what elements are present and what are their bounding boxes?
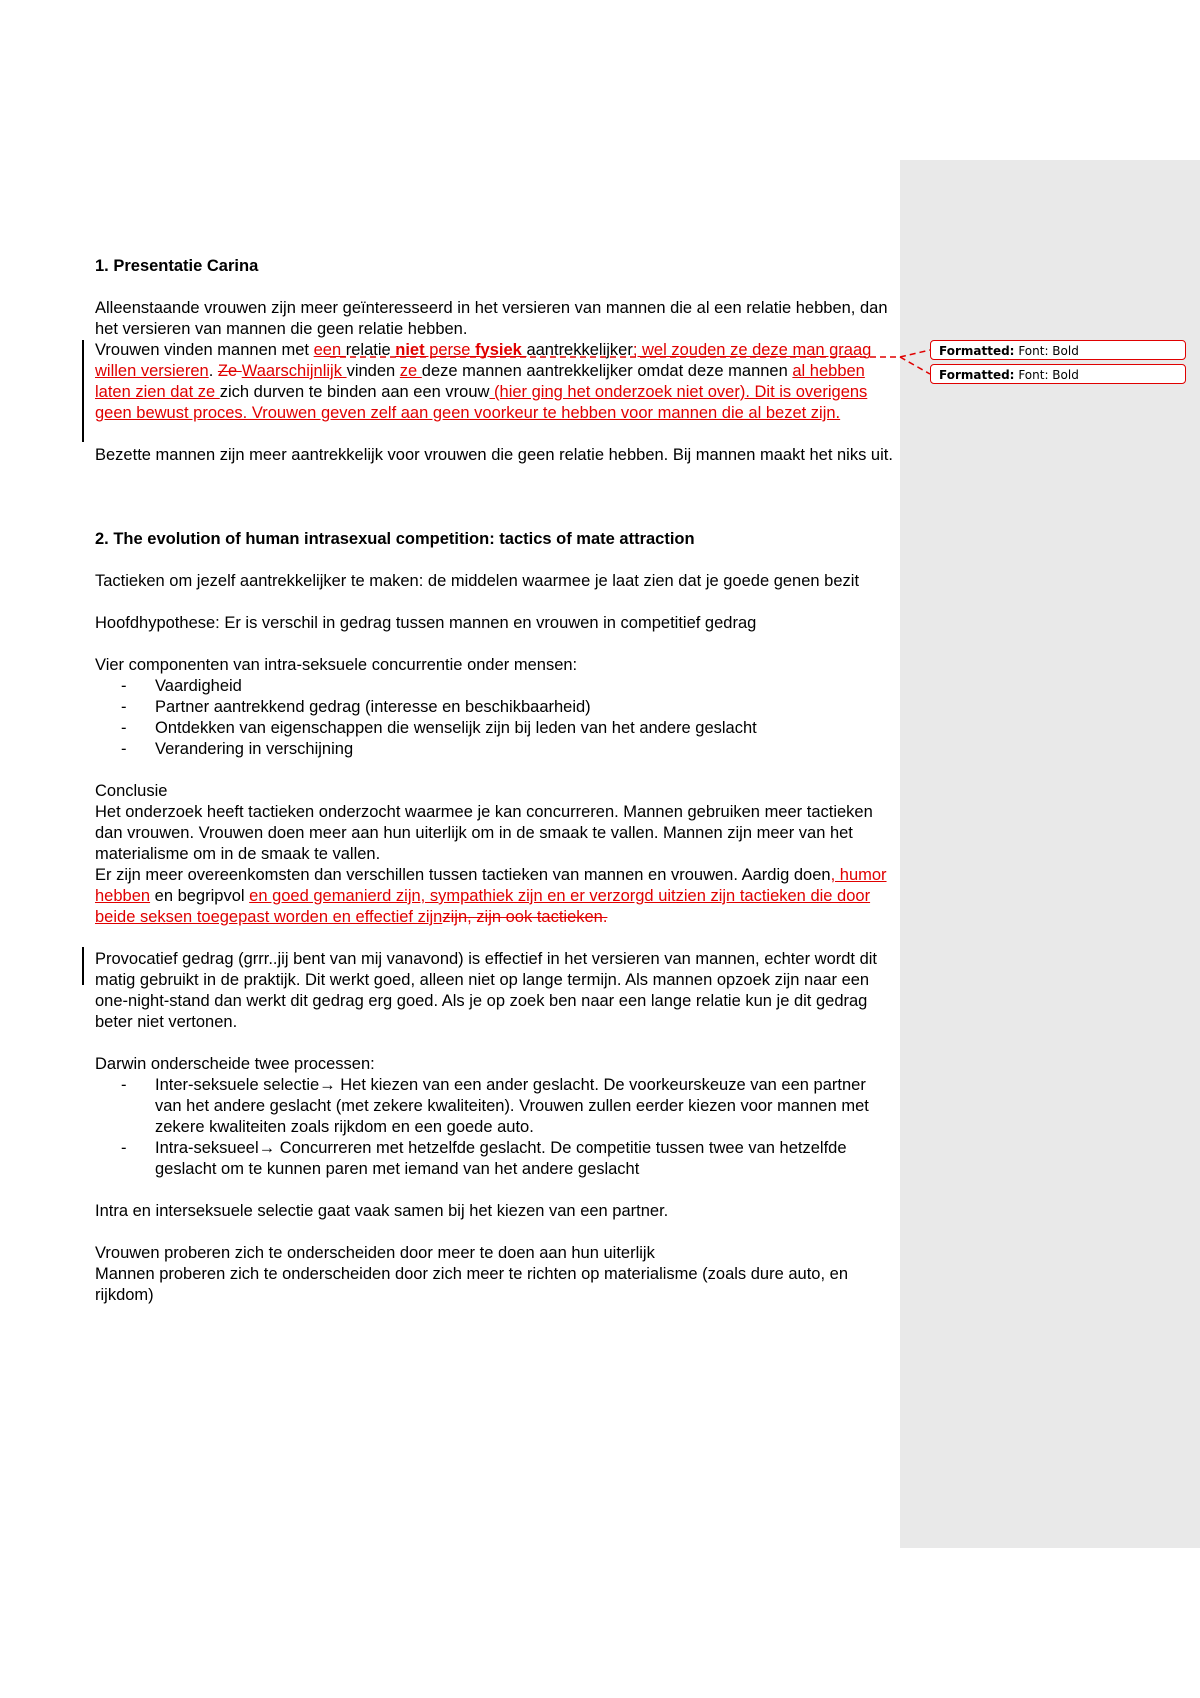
- paragraph: Bezette mannen zijn meer aantrekkelijk voor vrouwen die geen relatie hebben. Bij mannen maakt het niks uit.: [95, 446, 893, 464]
- insertion: al hebben laten zien dat ze: [95, 362, 865, 401]
- list-item: - Partner aantrekkend gedrag (interesse en beschikbaarheid): [155, 697, 895, 718]
- paragraph-tracked-changes: [95, 340, 895, 424]
- deletion: zijn, zijn ook tactieken.: [442, 908, 608, 926]
- comment-balloon[interactable]: [930, 364, 1186, 384]
- paragraph: Provocatief gedrag (grrr..jij bent van mij vanavond) is effectief in het versieren van mannen, echter wordt dit matig gebruikt in de praktijk. Dit werkt goed, alleen niet op lange termijn. Als mannen opzoek zijn naar een one-night-stand dan werkt dit gedrag erg goed. Als je op zoek ben naar een lange relatie kun je dit gedrag beter niet vertonen.: [95, 950, 878, 1031]
- subheading: Conclusie: [95, 782, 168, 800]
- insertion: niet: [395, 341, 425, 359]
- list-item: - Ontdekken van eigenschappen die wenselijk zijn bij leden van het andere geslacht: [155, 718, 895, 739]
- comment-label: Formatted:: [939, 368, 1015, 382]
- text-run: .: [208, 362, 218, 380]
- insertion: Waarschijnlijk: [241, 362, 347, 380]
- text-run: deze mannen aantrekkelijker omdat deze mannen: [421, 362, 793, 380]
- paragraph: Darwin onderscheide twee processen:: [95, 1055, 375, 1073]
- comment-balloon[interactable]: [930, 340, 1186, 360]
- paragraph: Mannen proberen zich te onderscheiden door zich meer te richten op materialisme (zoals dure auto, en rijkdom): [95, 1265, 848, 1304]
- comment-value: Font: Bold: [1018, 368, 1079, 382]
- text-run: Vrouwen vinden mannen met: [95, 341, 314, 359]
- list-item: - Inter-seksuele selectie→ Het kiezen van een ander geslacht. De voorkeurskeuze van een partner van het andere geslacht (met zekere kwaliteiten). Vrouwen zullen eerder kiezen voor mannen met zekere kwaliteiten zoals rijkdom en een goede auto.: [155, 1075, 895, 1138]
- insertion: ; wel zouden ze deze man graag willen versieren: [95, 341, 872, 380]
- insertion: , humor hebben: [95, 866, 887, 905]
- bullet-list: [95, 676, 895, 760]
- text-run: Er zijn meer overeenkomsten dan verschillen tussen tactieken van mannen en vrouwen. Aardig doen: [95, 866, 831, 884]
- text-run: en begripvol: [150, 887, 250, 905]
- paragraph-tracked-changes: [95, 865, 895, 928]
- comment-label: Formatted:: [939, 344, 1015, 358]
- insertion: ze: [399, 362, 422, 380]
- insertion: een: [313, 341, 346, 359]
- list-item: - Vaardigheid: [155, 676, 895, 697]
- paragraph: Het onderzoek heeft tactieken onderzocht waarmee je kan concurreren. Mannen gebruiken meer tactieken dan vrouwen. Vrouwen doen meer aan hun uiterlijk om in de smaak te vallen. Mannen zijn meer van het materialisme om in de smaak te vallen.: [95, 803, 873, 863]
- paragraph: Intra en interseksuele selectie gaat vaak samen bij het kiezen van een partner.: [95, 1202, 669, 1220]
- text-run: vinden: [346, 362, 400, 380]
- bullet-list: [95, 1075, 895, 1180]
- list-item: - Intra-seksueel→ Concurreren met hetzelfde geslacht. De competitie tussen twee van hetzelfde geslacht om te kunnen paren met iemand van het andere geslacht: [155, 1138, 895, 1180]
- paragraph: Alleenstaande vrouwen zijn meer geïnteresseerd in het versieren van mannen die al een relatie hebben, dan het versieren van mannen die geen relatie hebben.: [95, 299, 888, 338]
- comment-value: Font: Bold: [1018, 344, 1079, 358]
- deletion: Ze: [217, 362, 242, 380]
- paragraph: Vier componenten van intra-seksuele concurrentie onder mensen:: [95, 656, 578, 674]
- section-title: 1. Presentatie Carina: [95, 257, 259, 275]
- document-body: [95, 256, 895, 1306]
- insertion: fysiek: [475, 341, 522, 359]
- insertion: en goed gemanierd zijn, sympathiek zijn en er verzorgd uitzien zijn tactieken die door beide seksen toegepast worden en effectief zijn: [95, 887, 871, 926]
- insertion: perse: [424, 341, 476, 359]
- paragraph: Hoofdhypothese: Er is verschil in gedrag tussen mannen en vrouwen in competitief gedrag: [95, 614, 757, 632]
- paragraph: Vrouwen proberen zich te onderscheiden door meer te doen aan hun uiterlijk: [95, 1244, 655, 1262]
- insertion: (hier ging het onderzoek niet over). Dit is overigens geen bewust proces. Vrouwen geven zelf aan geen voorkeur te hebben voor mannen die al bezet zijn.: [95, 383, 868, 422]
- text-run: aantrekkelijker: [526, 341, 633, 359]
- paragraph: Tactieken om jezelf aantrekkelijker te maken: de middelen waarmee je laat zien dat je goede genen bezit: [95, 572, 860, 590]
- text-run: relatie: [345, 341, 396, 359]
- list-item: - Verandering in verschijning: [155, 739, 895, 760]
- section-title: 2. The evolution of human intrasexual competition: tactics of mate attraction: [95, 530, 695, 548]
- text-run: zich durven te binden aan een vrouw: [219, 383, 490, 401]
